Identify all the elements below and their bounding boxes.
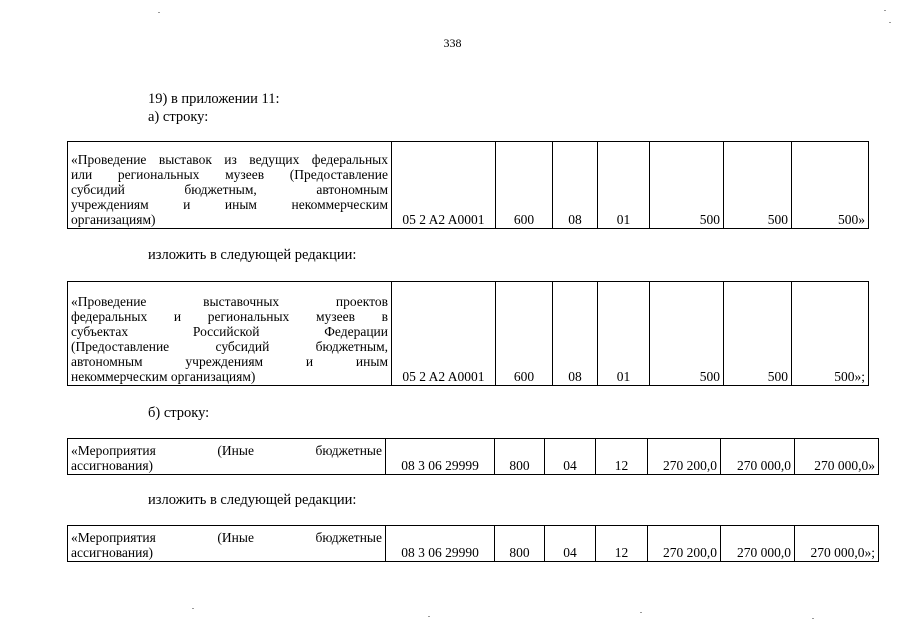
new-row-table-a [67, 281, 869, 386]
scan-speck [884, 10, 886, 11]
description-line: федеральных и региональных музеев в [71, 309, 388, 324]
amount-year-3: 500»; [792, 282, 869, 386]
subsection-code: 12 [596, 439, 648, 475]
new-row-table-b [67, 525, 879, 562]
description-line: или региональных музеев (Предоставление [71, 167, 388, 182]
amount-year-1: 500 [650, 282, 724, 386]
table-row [68, 439, 879, 475]
amount-year-2: 500 [724, 142, 792, 229]
table-row [68, 526, 879, 562]
description-line: учреждениям и иным некоммерческим [71, 197, 388, 212]
description-line: «Проведение выставочных проектов [71, 294, 388, 309]
description-line: ассигнования) [71, 458, 154, 473]
target-code: 08 3 06 29990 [386, 526, 495, 562]
scan-speck [812, 618, 814, 619]
section-code: 04 [545, 526, 596, 562]
scan-speck [192, 608, 194, 609]
description-line: автономным учреждениям и иным [71, 354, 388, 369]
section-code: 08 [553, 142, 598, 229]
intro-line-2: а) строку: [148, 109, 209, 125]
expense-type: 800 [495, 526, 545, 562]
description-line: организациям) [71, 212, 156, 227]
description-line: (Предоставление субсидий бюджетным, [71, 339, 388, 354]
section-code: 04 [545, 439, 596, 475]
row-description [68, 282, 392, 386]
amount-year-2: 500 [724, 282, 792, 386]
subsection-code: 01 [598, 142, 650, 229]
description-line: субъектах Российской Федерации [71, 324, 388, 339]
description-line: ассигнования) [71, 545, 154, 560]
expense-type: 800 [495, 439, 545, 475]
target-code: 08 3 06 29999 [386, 439, 495, 475]
table-row [68, 282, 869, 386]
amount-year-1: 270 200,0 [648, 439, 721, 475]
amount-year-3: 500» [792, 142, 869, 229]
expense-type: 600 [496, 282, 553, 386]
original-row-table-a [67, 141, 869, 229]
row-description [68, 142, 392, 229]
expense-type: 600 [496, 142, 553, 229]
scan-speck [640, 612, 642, 613]
scan-speck [158, 12, 160, 13]
amount-year-1: 270 200,0 [648, 526, 721, 562]
amount-year-2: 270 000,0 [721, 439, 795, 475]
amount-year-2: 270 000,0 [721, 526, 795, 562]
row-description [68, 439, 386, 475]
scan-speck [428, 616, 430, 617]
description-line: «Мероприятия (Иные бюджетные [71, 443, 382, 458]
description-line: субсидий бюджетным, автономным [71, 182, 388, 197]
description-line: «Проведение выставок из ведущих федеральных [71, 152, 388, 167]
table-row [68, 142, 869, 229]
page-number: 338 [443, 36, 462, 50]
row-description [68, 526, 386, 562]
subsection-code: 12 [596, 526, 648, 562]
section-b-label: б) строку: [148, 405, 210, 421]
replace-instruction-2: изложить в следующей редакции: [148, 492, 357, 508]
description-line: «Мероприятия (Иные бюджетные [71, 530, 382, 545]
scan-speck [889, 22, 891, 23]
original-row-table-b [67, 438, 879, 475]
subsection-code: 01 [598, 282, 650, 386]
intro-line-1: 19) в приложении 11: [148, 91, 280, 107]
amount-year-3: 270 000,0»; [795, 526, 879, 562]
description-line: некоммерческим организациям) [71, 369, 256, 384]
amount-year-3: 270 000,0» [795, 439, 879, 475]
replace-instruction-1: изложить в следующей редакции: [148, 247, 357, 263]
target-code: 05 2 A2 A0001 [392, 282, 496, 386]
amount-year-1: 500 [650, 142, 724, 229]
section-code: 08 [553, 282, 598, 386]
target-code: 05 2 A2 A0001 [392, 142, 496, 229]
